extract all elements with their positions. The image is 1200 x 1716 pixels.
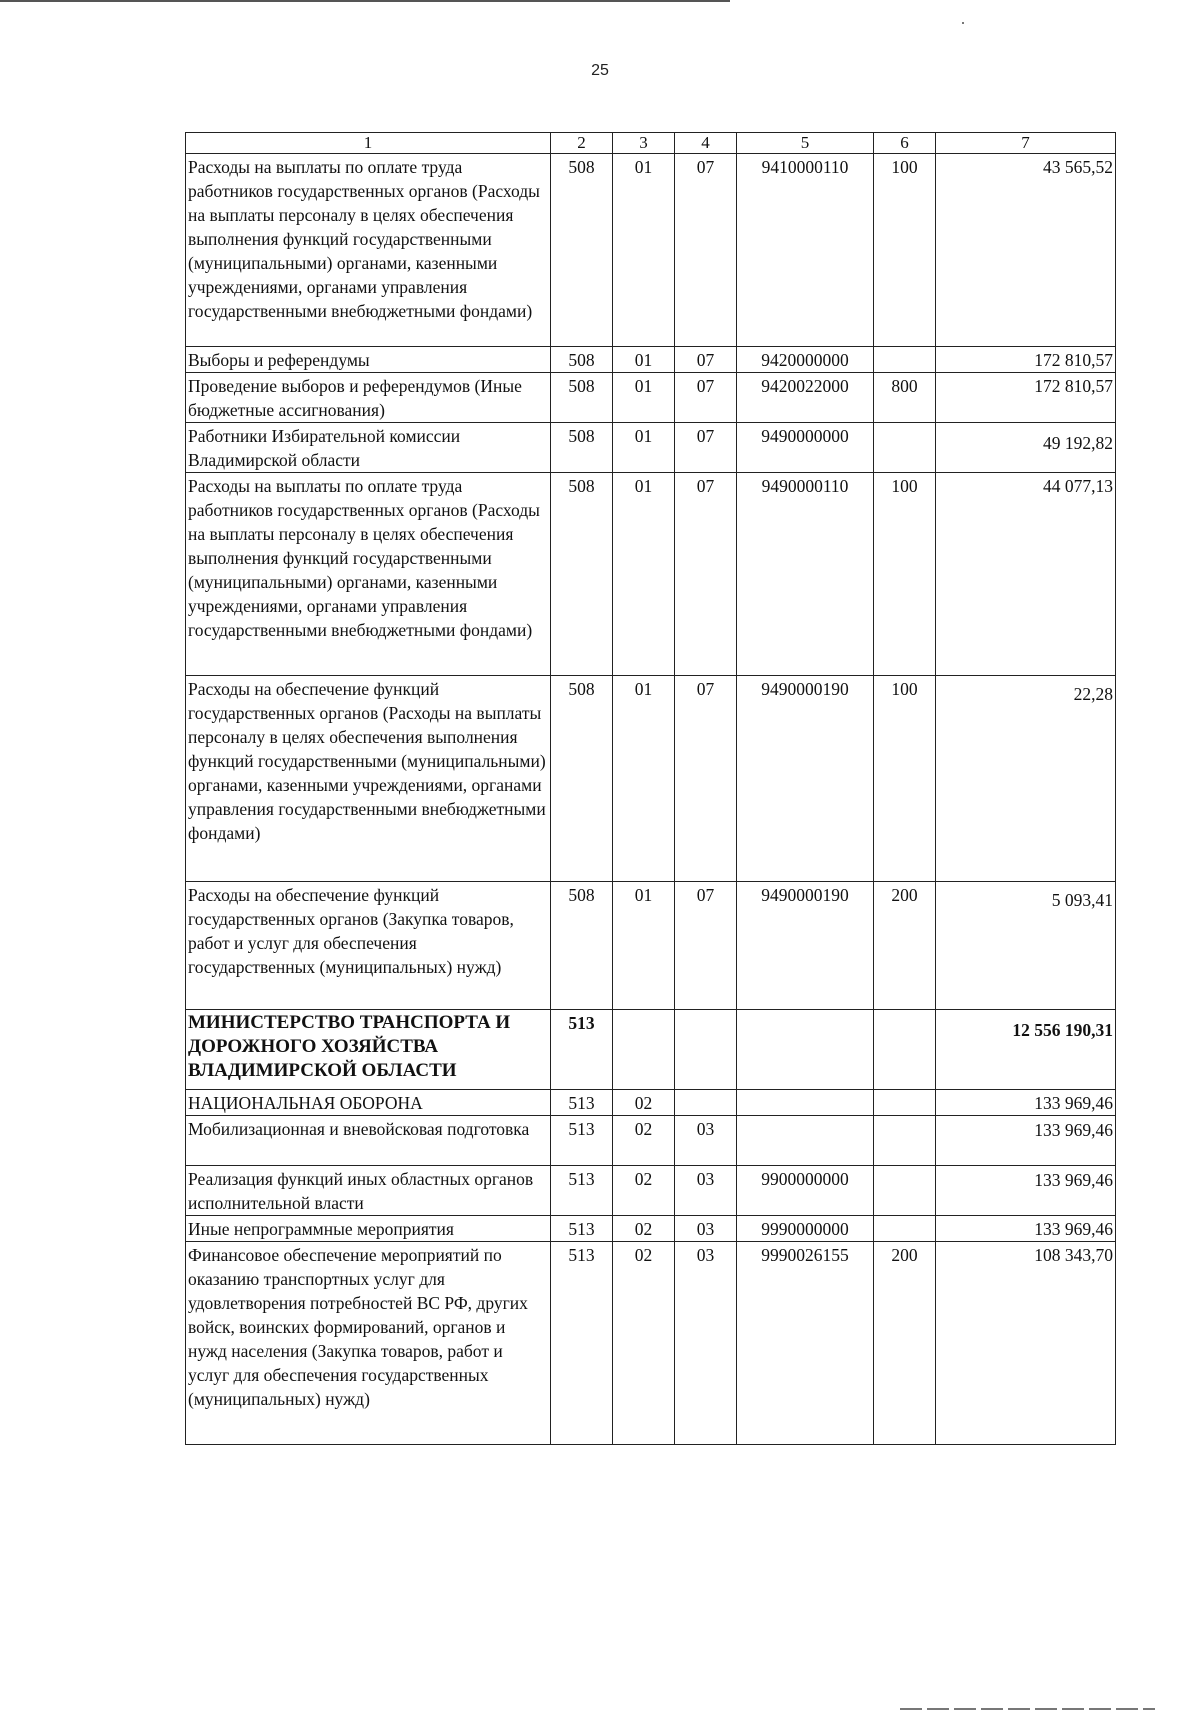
row-amount: 49 192,82 <box>936 423 1116 473</box>
row-code-5: 9420022000 <box>737 373 874 423</box>
table-row <box>186 473 1116 676</box>
row-code-6: 200 <box>874 882 936 1010</box>
row-code-6 <box>874 347 936 373</box>
row-code-3: 01 <box>613 676 675 882</box>
row-name: Проведение выборов и референдумов (Иные бюджетные ассигнования) <box>186 373 551 423</box>
row-amount: 44 077,13 <box>936 473 1116 676</box>
table-row <box>186 154 1116 347</box>
row-code-5: 9490000110 <box>737 473 874 676</box>
row-name: Расходы на обеспечение функций государственных органов (Расходы на выплаты персоналу в целях обеспечения выполнения функций государственными (муниципальными) органами, казенными учреждениями, органами управления государственными внебюджетными фондами) <box>186 676 551 882</box>
row-code-5: 9990000000 <box>737 1216 874 1242</box>
row-name: Мобилизационная и вневойсковая подготовка <box>186 1116 551 1166</box>
row-code-6 <box>874 1216 936 1242</box>
page-number: 25 <box>591 62 609 79</box>
row-name: Расходы на выплаты по оплате труда работников государственных органов (Расходы на выплаты персоналу в целях обеспечения выполнения функций государственными (муниципальными) органами, казенными учреждениями, органами управления государственными внебюджетными фондами) <box>186 154 551 347</box>
table-row <box>186 373 1116 423</box>
row-amount: 5 093,41 <box>936 882 1116 1010</box>
table-row <box>186 423 1116 473</box>
row-code-4: 07 <box>675 347 737 373</box>
row-name: Расходы на выплаты по оплате труда работников государственных органов (Расходы на выплаты персоналу в целях обеспечения выполнения функций государственными (муниципальными) органами, казенными учреждениями, органами управления государственными внебюджетными фондами) <box>186 473 551 676</box>
row-code-2: 508 <box>551 154 613 347</box>
col-header-1: 1 <box>186 133 551 154</box>
row-code-6: 100 <box>874 154 936 347</box>
row-code-4: 03 <box>675 1216 737 1242</box>
row-code-3: 01 <box>613 154 675 347</box>
row-name: Финансовое обеспечение мероприятий по оказанию транспортных услуг для удовлетворения потребностей ВС РФ, других войск, воинских формирований, органов и нужд населения (Закупка товаров, работ и услуг для обеспечения государственных (муниципальных) нужд) <box>186 1242 551 1445</box>
row-code-4: 07 <box>675 473 737 676</box>
row-code-6 <box>874 1090 936 1116</box>
row-amount: 133 969,46 <box>936 1166 1116 1216</box>
row-name: Расходы на обеспечение функций государственных органов (Закупка товаров, работ и услуг для обеспечения государственных (муниципальных) нужд) <box>186 882 551 1010</box>
row-amount: 133 969,46 <box>936 1116 1116 1166</box>
table-row <box>186 1166 1116 1216</box>
row-code-2: 513 <box>551 1242 613 1445</box>
row-code-2: 508 <box>551 423 613 473</box>
row-amount: 22,28 <box>936 676 1116 882</box>
row-amount: 133 969,46 <box>936 1090 1116 1116</box>
row-code-3: 01 <box>613 882 675 1010</box>
row-amount: 12 556 190,31 <box>936 1010 1116 1090</box>
row-code-4 <box>675 1090 737 1116</box>
row-code-5: 9420000000 <box>737 347 874 373</box>
row-code-2: 508 <box>551 347 613 373</box>
row-code-5 <box>737 1090 874 1116</box>
row-name: Выборы и референдумы <box>186 347 551 373</box>
row-code-2: 513 <box>551 1166 613 1216</box>
table-row <box>186 882 1116 1010</box>
col-header-6: 6 <box>874 133 936 154</box>
row-name: Работники Избирательной комиссии Владимирской области <box>186 423 551 473</box>
col-header-5: 5 <box>737 133 874 154</box>
row-code-2: 508 <box>551 676 613 882</box>
scan-top-rule <box>0 0 730 2</box>
row-code-5 <box>737 1116 874 1166</box>
table-row-section <box>186 1010 1116 1090</box>
row-code-3: 01 <box>613 423 675 473</box>
row-code-2: 508 <box>551 473 613 676</box>
row-code-6: 800 <box>874 373 936 423</box>
row-name: Иные непрограммные мероприятия <box>186 1216 551 1242</box>
row-amount: 133 969,46 <box>936 1216 1116 1242</box>
scan-bottom-artifact <box>900 1708 1155 1710</box>
row-code-4: 07 <box>675 154 737 347</box>
row-amount: 172 810,57 <box>936 373 1116 423</box>
row-code-2: 513 <box>551 1116 613 1166</box>
row-code-2: 513 <box>551 1090 613 1116</box>
header-row <box>186 133 1116 154</box>
row-code-3: 01 <box>613 473 675 676</box>
table-row <box>186 1116 1116 1166</box>
row-code-4: 03 <box>675 1242 737 1445</box>
row-code-6 <box>874 1116 936 1166</box>
row-name: Реализация функций иных областных органов исполнительной власти <box>186 1166 551 1216</box>
row-code-4: 07 <box>675 882 737 1010</box>
row-code-6: 200 <box>874 1242 936 1445</box>
row-code-6 <box>874 1010 936 1090</box>
row-code-4: 03 <box>675 1116 737 1166</box>
row-code-3: 01 <box>613 373 675 423</box>
col-header-4: 4 <box>675 133 737 154</box>
row-code-3: 02 <box>613 1090 675 1116</box>
table-row <box>186 676 1116 882</box>
row-code-4 <box>675 1010 737 1090</box>
row-amount: 172 810,57 <box>936 347 1116 373</box>
row-code-5 <box>737 1010 874 1090</box>
row-code-4: 07 <box>675 676 737 882</box>
row-name: НАЦИОНАЛЬНАЯ ОБОРОНА <box>186 1090 551 1116</box>
row-code-6: 100 <box>874 676 936 882</box>
table-row <box>186 1090 1116 1116</box>
col-header-3: 3 <box>613 133 675 154</box>
row-code-6: 100 <box>874 473 936 676</box>
row-code-3: 02 <box>613 1116 675 1166</box>
col-header-7: 7 <box>936 133 1116 154</box>
row-code-5: 9410000110 <box>737 154 874 347</box>
row-amount: 108 343,70 <box>936 1242 1116 1445</box>
row-code-5: 9490000190 <box>737 882 874 1010</box>
table-row <box>186 1216 1116 1242</box>
row-code-3: 02 <box>613 1216 675 1242</box>
scan-artifact <box>962 22 964 24</box>
row-code-5: 9490000000 <box>737 423 874 473</box>
row-code-4: 03 <box>675 1166 737 1216</box>
row-name: МИНИСТЕРСТВО ТРАНСПОРТА И ДОРОЖНОГО ХОЗЯЙСТВА ВЛАДИМИРСКОЙ ОБЛАСТИ <box>186 1010 551 1090</box>
budget-table <box>185 132 1116 1445</box>
col-header-2: 2 <box>551 133 613 154</box>
row-code-5: 9900000000 <box>737 1166 874 1216</box>
row-code-5: 9990026155 <box>737 1242 874 1445</box>
row-code-2: 513 <box>551 1010 613 1090</box>
row-code-2: 513 <box>551 1216 613 1242</box>
row-code-5: 9490000190 <box>737 676 874 882</box>
row-code-4: 07 <box>675 373 737 423</box>
row-code-6 <box>874 423 936 473</box>
row-code-3: 02 <box>613 1242 675 1445</box>
table-row <box>186 1242 1116 1445</box>
row-code-3: 01 <box>613 347 675 373</box>
table-row <box>186 347 1116 373</box>
row-code-4: 07 <box>675 423 737 473</box>
row-code-2: 508 <box>551 373 613 423</box>
row-code-3 <box>613 1010 675 1090</box>
row-code-6 <box>874 1166 936 1216</box>
row-amount: 43 565,52 <box>936 154 1116 347</box>
row-code-3: 02 <box>613 1166 675 1216</box>
row-code-2: 508 <box>551 882 613 1010</box>
